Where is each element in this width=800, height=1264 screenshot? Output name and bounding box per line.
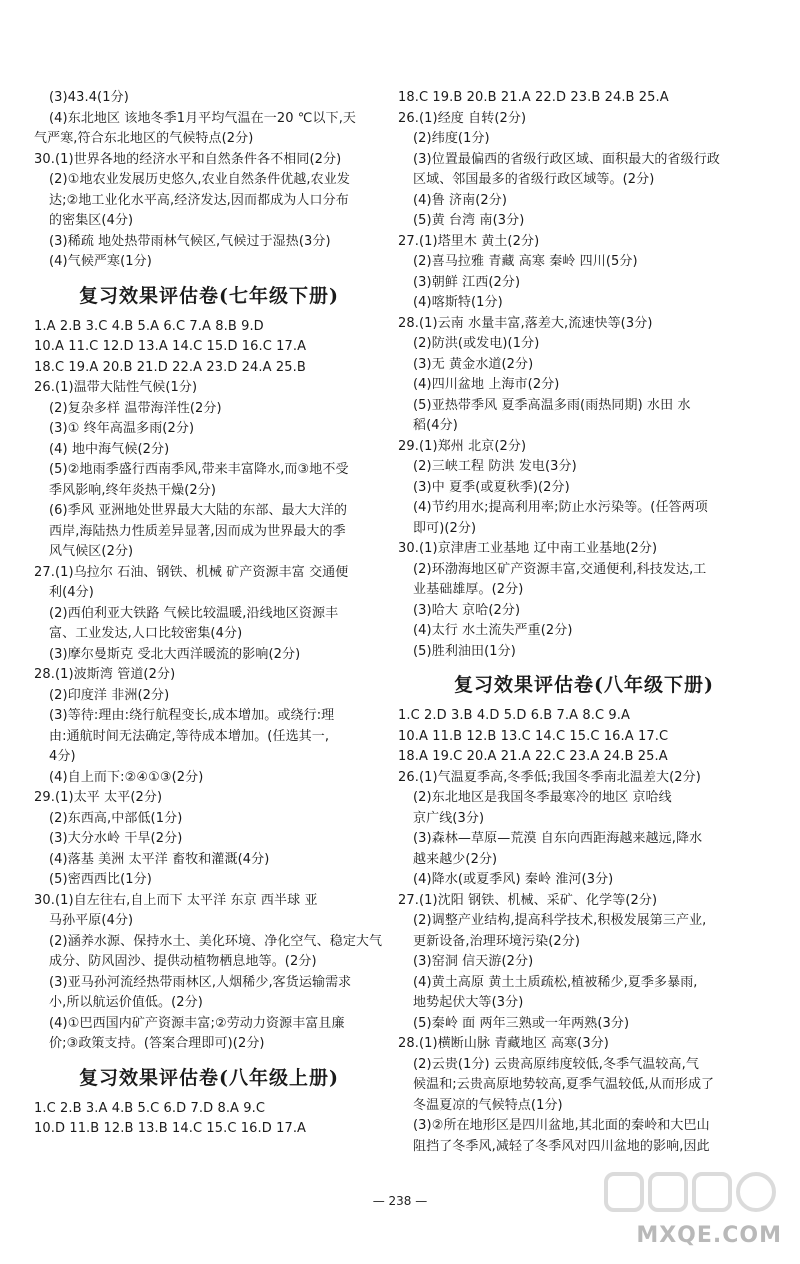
answer-line: (2)复杂多样 温带海洋性(2分) xyxy=(49,400,222,416)
answer-line: (4)喀斯特(1分) xyxy=(413,295,503,310)
answer-line: (3)等待:理由:绕行航程变长,成本增加。或绕行:理 xyxy=(49,708,335,723)
answer-line: (2)防洪(或发电)(1分) xyxy=(413,336,540,351)
page-number: — 238 — xyxy=(372,1194,428,1208)
answer-line: 冬温夏凉的气候特点(1分) xyxy=(413,1097,563,1113)
watermark xyxy=(602,1168,782,1248)
watermark-logo-icon xyxy=(602,1168,782,1218)
answer-line: (5)密西西比(1分) xyxy=(49,872,152,887)
answer-line: (3)中 夏季(或夏秋季)(2分) xyxy=(413,479,570,495)
answer-line: 30.(1)京津唐工业基地 辽中南工业基地(2分) xyxy=(398,541,658,556)
answer-line: (2)云贵(1分) 云贵高原纬度较低,冬季气温较高,气 xyxy=(413,1056,699,1072)
answer-line: 26.(1)经度 自转(2分) xyxy=(398,110,527,126)
answer-line: 10.A 11.B 12.B 13.C 14.C 15.C 16.A 17.C xyxy=(398,728,669,744)
answer-line: 30.(1)自左往右,自上而下 太平洋 东京 西半球 亚 xyxy=(34,892,318,908)
answer-line: 29.(1)郑州 北京(2分) xyxy=(398,438,527,454)
answer-line: (3)摩尔曼斯克 受北大西洋暖流的影响(2分) xyxy=(49,646,301,662)
answer-line: 富、工业发达,人口比较密集(4分) xyxy=(49,626,243,641)
answer-line: 26.(1)气温夏季高,冬季低;我国冬季南北温差大(2分) xyxy=(398,769,701,785)
answer-line: (3)位置最偏西的省级行政区域、面积最大的省级行政 xyxy=(413,151,720,167)
answer-line: 1.A 2.B 3.C 4.B 5.A 6.C 7.A 8.B 9.D xyxy=(34,318,264,334)
answer-line: (2)三峡工程 防洪 发电(3分) xyxy=(413,459,577,474)
answer-line: (6)季风 亚洲地处世界最大大陆的东部、最大大洋的 xyxy=(49,503,348,518)
answer-line: 气严寒,符合东北地区的气候特点(2分) xyxy=(34,131,254,146)
answer-line: 26.(1)温带大陆性气候(1分) xyxy=(34,380,198,395)
answer-line: 18.A 19.C 20.A 21.A 22.C 23.A 24.B 25.A xyxy=(398,749,668,764)
answer-line: 30.(1)世界各地的经济水平和自然条件各不相同(2分) xyxy=(34,151,342,167)
answer-line: (4)落基 美洲 太平洋 畜牧和灌溉(4分) xyxy=(49,851,270,867)
answer-line: (2)调整产业结构,提高科学技术,积极发展第三产业, xyxy=(413,913,707,928)
answer-line: (3)②所在地形区是四川盆地,其北面的秦岭和大巴山 xyxy=(413,1118,710,1133)
answer-line: (4)节约用水;提高利用率;防止水污染等。(任答两项 xyxy=(413,500,708,515)
answer-line: 候温和;云贵高原地势较高,夏季气温较低,从而形成了 xyxy=(413,1077,715,1092)
answer-line: (4)气候严寒(1分) xyxy=(49,254,152,269)
answer-line: 稻(4分) xyxy=(413,418,458,433)
answer-line: 区域、邻国最多的省级行政区域等。(2分) xyxy=(413,172,655,187)
left-column xyxy=(34,88,384,1140)
answer-line: 29.(1)太平 太平(2分) xyxy=(34,790,163,805)
answer-line: 的密集区(4分) xyxy=(49,213,134,228)
answer-line: 28.(1)横断山脉 青藏地区 高寒(3分) xyxy=(398,1036,609,1051)
answer-line: 28.(1)云南 水量丰富,落差大,流速快等(3分) xyxy=(398,315,653,331)
answer-line: (5)胜利油田(1分) xyxy=(413,643,516,659)
answer-line: 阻挡了冬季风,减轻了冬季风对四川盆地的影响,因此 xyxy=(413,1138,710,1154)
answer-line: 18.C 19.A 20.B 21.D 22.A 23.D 24.A 25.B xyxy=(34,359,306,375)
answer-line: (2)印度洋 非洲(2分) xyxy=(49,687,170,703)
answer-line: (4)降水(或夏季风) 秦岭 淮河(3分) xyxy=(413,872,614,887)
answer-line: 西岸,海陆热力性质差异显著,因而成为世界最大的季 xyxy=(49,523,346,539)
answer-line: (3)亚马孙河流经热带雨林区,人烟稀少,客货运输需求 xyxy=(49,974,352,990)
answer-line: (4)鲁 济南(2分) xyxy=(413,192,508,208)
answer-line: 利(4分) xyxy=(49,585,94,600)
answer-line: 1.C 2.B 3.A 4.B 5.C 6.D 7.D 8.A 9.C xyxy=(34,1100,266,1116)
answer-line: 4分) xyxy=(49,749,76,764)
answer-line: (3)无 黄金水道(2分) xyxy=(413,356,534,372)
answer-line: (3)43.4(1分) xyxy=(49,90,129,105)
answer-line: (3)稀疏 地处热带雨林气候区,气候过于湿热(3分) xyxy=(49,233,331,249)
answer-line: (4)太行 水土流失严重(2分) xyxy=(413,623,573,638)
answer-line: (3)① 终年高温多雨(2分) xyxy=(49,421,195,436)
answer-line: 由:通航时间无法确定,等待成本增加。(任选其一, xyxy=(49,728,330,744)
answer-line: (2)西伯利亚大铁路 气候比较温暖,沿线地区资源丰 xyxy=(49,605,339,621)
answer-line: (2)①地农业发展历史悠久,农业自然条件优越,农业发 xyxy=(49,172,350,187)
answer-line: (3)哈大 京哈(2分) xyxy=(413,602,521,618)
answer-line: (5)黄 台湾 南(3分) xyxy=(413,213,525,228)
answer-line: (3)大分水岭 干旱(2分) xyxy=(49,831,183,846)
answer-line: 价;③政策支持。(答案合理即可)(2分) xyxy=(49,1036,265,1051)
watermark-text: MXQE.COM xyxy=(636,1223,782,1248)
answer-line: (5)秦岭 面 两年三熟或一年两熟(3分) xyxy=(413,1015,630,1031)
answer-line: (5)亚热带季风 夏季高温多雨(雨热同期) 水田 水 xyxy=(413,397,691,413)
answer-line: (4)黄土高原 黄土土质疏松,植被稀少,夏季多暴雨, xyxy=(413,974,698,990)
answer-line: (2)涵养水源、保持水土、美化环境、净化空气、稳定大气 xyxy=(49,933,383,949)
answer-line: 1.C 2.D 3.B 4.D 5.D 6.B 7.A 8.C 9.A xyxy=(398,708,630,723)
answer-line: 27.(1)乌拉尔 石油、钢铁、机械 矿产资源丰富 交通便 xyxy=(34,564,349,580)
answer-line: (4)自上而下:②④①③(2分) xyxy=(49,769,204,785)
answer-line: (2)环渤海地区矿产资源丰富,交通便利,科技发达,工 xyxy=(413,561,707,577)
answer-line: 更新设备,治理环境污染(2分) xyxy=(413,933,581,949)
answer-line: 达;②地工业化水平高,经济发达,因而都成为人口分布 xyxy=(49,192,349,208)
answer-line: 10.A 11.C 12.D 13.A 14.C 15.D 16.C 17.A xyxy=(34,339,307,354)
answer-line: 京广线(3分) xyxy=(413,810,485,826)
answer-line: 季风影响,终年炎热干燥(2分) xyxy=(49,482,217,498)
answer-line: 即可)(2分) xyxy=(413,520,477,536)
section-heading: 复习效果评估卷(八年级上册) xyxy=(79,1066,339,1089)
right-column xyxy=(398,88,770,1157)
answer-line: (4) 地中海气候(2分) xyxy=(49,441,170,457)
answer-line: 小,所以航运价值低。(2分) xyxy=(49,995,203,1010)
answer-line: 成分、防风固沙、提供动植物栖息地等。(2分) xyxy=(49,954,317,969)
answer-line: 业基础雄厚。(2分) xyxy=(413,582,524,597)
answer-line: (2)东北地区是我国冬季最寒冷的地区 京哈线 xyxy=(413,790,672,805)
answer-line: 18.C 19.B 20.B 21.A 22.D 23.B 24.B 25.A xyxy=(398,90,669,105)
answer-line: 马孙平原(4分) xyxy=(49,913,134,928)
answer-line: 风气候区(2分) xyxy=(49,544,134,559)
answer-line: (4)东北地区 该地冬季1月平均气温在一20 ℃以下,天 xyxy=(49,110,357,126)
answer-line: 地势起伏大等(3分) xyxy=(413,995,524,1010)
answer-line: (2)喜马拉雅 青藏 高寒 秦岭 四川(5分) xyxy=(413,254,638,269)
answer-line: (2)纬度(1分) xyxy=(413,131,490,146)
answer-line: (3)森林—草原—荒漠 自东向西距海越来越远,降水 xyxy=(413,831,703,846)
answer-line: (5)②地雨季盛行西南季风,带来丰富降水,而③地不受 xyxy=(49,462,349,477)
answer-line: 27.(1)塔里木 黄土(2分) xyxy=(398,233,540,249)
answer-line: (4)四川盆地 上海市(2分) xyxy=(413,377,560,392)
answer-line: 越来越少(2分) xyxy=(413,851,498,867)
answer-line: (3)窑洞 信天游(2分) xyxy=(413,954,534,969)
answer-line: (2)东西高,中部低(1分) xyxy=(49,810,183,826)
answer-line: 28.(1)波斯湾 管道(2分) xyxy=(34,667,176,682)
answer-line: 10.D 11.B 12.B 13.B 14.C 15.C 16.D 17.A xyxy=(34,1121,307,1136)
answer-line: (4)①巴西国内矿产资源丰富;②劳动力资源丰富且廉 xyxy=(49,1015,345,1031)
answer-line: 27.(1)沈阳 钢铁、机械、采矿、化学等(2分) xyxy=(398,892,658,908)
section-heading: 复习效果评估卷(七年级下册) xyxy=(79,284,339,307)
answer-line: (3)朝鲜 江西(2分) xyxy=(413,274,521,290)
section-heading: 复习效果评估卷(八年级下册) xyxy=(454,674,714,696)
